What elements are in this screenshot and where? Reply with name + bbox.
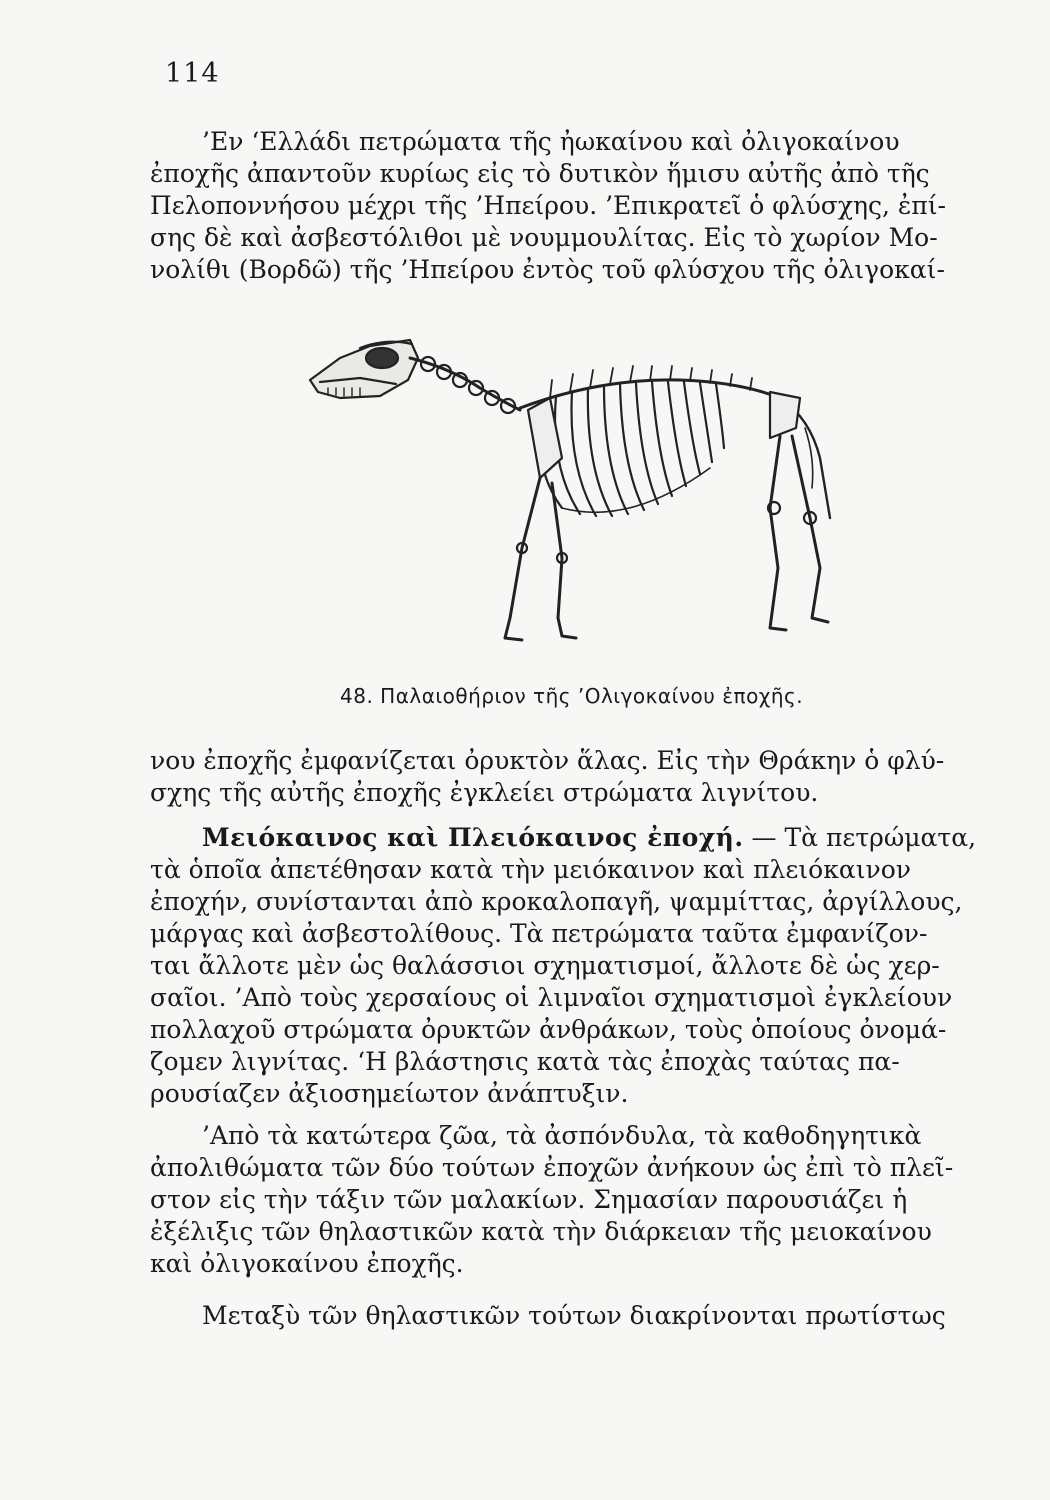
text-line: ἀπολιθώματα τῶν δύο τούτων ἐποχῶν ἀνήκουν ὡς ἐπὶ τὸ πλεῖ- <box>150 1153 954 1182</box>
text-line: ἐποχῆς ἀπαντοῦν κυρίως εἰς τὸ δυτικὸν ἥμισυ αὐτῆς ἀπὸ τῆς <box>150 159 930 188</box>
text-line: ἐξέλιξις τῶν θηλαστικῶν κατὰ τὴν διάρκειαν τῆς μειοκαίνου <box>150 1217 932 1246</box>
paragraph-4 <box>150 1120 980 1280</box>
paragraph-5 <box>150 1300 980 1332</box>
text-line: ρουσίαζεν ἀξιοσημείωτον ἀνάπτυξιν. <box>150 1079 629 1108</box>
text-line: νολίθι (Βορδῶ) τῆς ’Ηπείρου ἐντὸς τοῦ φλύσχου τῆς ὀλιγοκαί- <box>150 255 945 284</box>
page-number: 114 <box>165 58 220 89</box>
text-line: σχης τῆς αὐτῆς ἐποχῆς ἐγκλείει στρώματα λιγνίτου. <box>150 778 819 807</box>
text-line <box>150 822 980 854</box>
figure-caption: 48. Παλαιοθήριον τῆς ’Ολιγοκαίνου ἐποχῆς. <box>340 684 804 708</box>
section-heading: Μειόκαινος καὶ Πλειόκαινος ἐποχή. <box>202 823 744 852</box>
text-line: ται ἄλλοτε μὲν ὡς θαλάσσιοι σχηματισμοί, ἄλλοτε δὲ ὡς χερ- <box>150 951 940 980</box>
text-line: ’Εν ‘Ελλάδι πετρώματα τῆς ἠωκαίνου καὶ ὀλιγοκαίνου <box>202 127 900 156</box>
text-line: πολλαχοῦ στρώματα ὀρυκτῶν ἀνθράκων, τοὺς ὁποίους ὀνομά- <box>150 1015 947 1044</box>
text-line: ἐποχήν, συνίστανται ἀπὸ κροκαλοπαγῆ, ψαμμίττας, ἀργίλλους, <box>150 887 963 916</box>
text-line: στον εἰς τὴν τάξιν τῶν μαλακίων. Σημασίαν παρουσιάζει ἡ <box>150 1185 908 1214</box>
text-line: Μεταξὺ τῶν θηλαστικῶν τούτων διακρίνονται πρωτίστως <box>202 1301 946 1330</box>
text-line: καὶ ὀλιγοκαίνου ἐποχῆς. <box>150 1249 464 1278</box>
text-line: ζομεν λιγνίτας. ‘Η βλάστησις κατὰ τὰς ἐποχὰς ταύτας πα- <box>150 1047 900 1076</box>
text-line: σης δὲ καὶ ἀσβεστόλιθοι μὲ νουμμουλίτας. Εἰς τὸ χωρίον Μο- <box>150 223 938 252</box>
text-line: Πελοποννήσου μέχρι τῆς ’Ηπείρου. ’Επικρατεῖ ὁ φλύσχης, ἐπί- <box>150 191 946 220</box>
paragraph-3 <box>150 822 980 1110</box>
skeleton-illustration <box>300 318 860 658</box>
text-line: ’Απὸ τὰ κατώτερα ζῶα, τὰ ἀσπόνδυλα, τὰ καθοδηγητικὰ <box>202 1121 922 1150</box>
palaeotherium-skeleton-icon <box>300 318 860 658</box>
text-line: νου ἐποχῆς ἐμφανίζεται ὀρυκτὸν ἅλας. Εἰς τὴν Θράκην ὁ φλύ- <box>150 746 945 775</box>
text-line: μάργας καὶ ἀσβεστολίθους. Τὰ πετρώματα ταῦτα ἐμφανίζον- <box>150 919 928 948</box>
text-line: τὰ ὁποῖα ἀπετέθησαν κατὰ τὴν μειόκαινον καὶ πλειόκαινον <box>150 855 911 884</box>
paragraph-1 <box>150 126 980 286</box>
text-line: σαῖοι. ’Απὸ τοὺς χερσαίους οἱ λιμναῖοι σχηματισμοὶ ἐγκλείουν <box>150 983 953 1012</box>
heading-line-rest: — Τὰ πετρώματα, <box>743 823 977 852</box>
paragraph-2 <box>150 745 980 809</box>
